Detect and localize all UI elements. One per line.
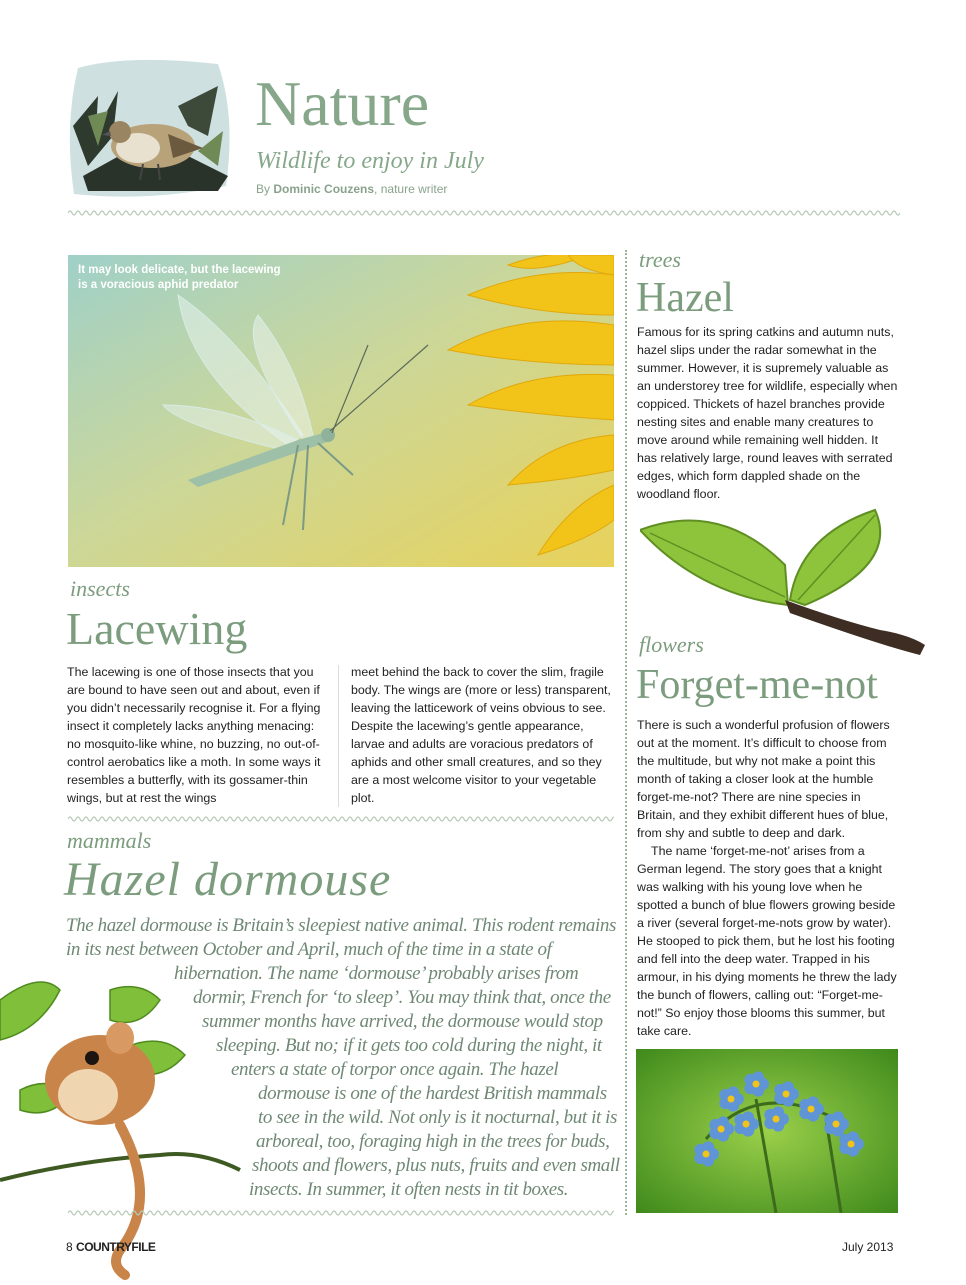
page-title: Nature (255, 68, 430, 139)
author-role: , nature writer (374, 182, 448, 196)
dormouse-text-line: The hazel dormouse is Britain’s sleepiest native animal. This rodent remains (66, 915, 616, 936)
dormouse-text-line: shoots and flowers, plus nuts, fruits and even small (252, 1155, 620, 1176)
forget-category: flowers (639, 632, 704, 657)
footer-left (66, 1240, 155, 1254)
dormouse-category: mammals (67, 828, 152, 853)
column-divider (338, 665, 339, 807)
dormouse-text-line: sleeping. But no; if it gets too cold during the night, it (216, 1035, 602, 1056)
forget-body (637, 716, 899, 1040)
dormouse-heading: Hazel dormouse (64, 853, 392, 906)
hazel-body: Famous for its spring catkins and autumn nuts, hazel slips under the radar somewhat in the summer. However, it is supremely valuable as an understorey tree for wildlife, especially when coppiced. Thickets of hazel branches provide nesting sites and enable many creatures to move around while remaining well hidden. It has relatively large, round leaves with serrated edges, which form dappled shade on the woodland floor. (637, 325, 898, 501)
page-subtitle: Wildlife to enjoy in July (256, 148, 484, 174)
lacewing-photo (68, 255, 614, 567)
lacewing-category: insects (70, 576, 130, 601)
lacewing-body-col2: meet behind the back to cover the slim, fragile body. The wings are (more or less) transparent, leaving the latticework of veins obvious to see. Despite the lacewing’s gentle appearance, larvae and adults are voracious predators of aphids and other small creatures, and so they are a most welcome visitor to your vegetable plot. (351, 665, 611, 805)
byline-prefix: By (256, 182, 271, 196)
forget-me-not-photo (636, 1049, 898, 1213)
section-wave-divider (68, 814, 614, 824)
lacewing-body-col1: The lacewing is one of those insects that you are bound to have seen out and about, even if you didn’t necessarily recognise it. For a flying insect it completely lacks anything menacing: no mosquito-like whine, no buzzing, no out-of-control aerobatics like a moth. In some ways it resembles a butterfly, with its gossamer-thin wings, but at rest the wings (67, 665, 321, 805)
author-name: Dominic Couzens (273, 182, 375, 196)
hazel-category: trees (639, 247, 681, 272)
page-number: 8 (66, 1240, 73, 1254)
caption-line: is a voracious aphid predator (78, 279, 239, 291)
hazel-leaf-icon (640, 510, 880, 605)
branch-icon (785, 600, 925, 655)
dormouse-text-line: hibernation. The name ‘dormouse’ probably arises from (174, 963, 579, 984)
dormouse-text-line: dormir, French for ‘to sleep’. You may think that, once the (193, 987, 611, 1008)
issue-date: July 2013 (842, 1240, 894, 1254)
dormouse-text-line: dormouse is one of the hardest British mammals (258, 1083, 607, 1104)
forget-heading: Forget-me-not (636, 662, 878, 708)
bottom-wave-divider (68, 1208, 614, 1218)
dormouse-text-line: summer months have arrived, the dormouse would stop (202, 1011, 603, 1032)
dormouse-text-line: in its nest between October and April, much of the time in a state of (66, 939, 552, 960)
dormouse-text-line: insects. In summer, it often nests in tit boxes. (249, 1179, 569, 1200)
nature-logo-illustration (68, 56, 233, 198)
forget-para-1: There is such a wonderful profusion of flowers out at the moment. It’s difficult to choose from the multitude, but why not make a point this month of taking a closer look at the humble forget-me-not? There are nine species in Britain, and they exhibit different hues of blue, from shy and subtle to deep and dark. (637, 718, 890, 840)
dormouse-icon (45, 1022, 155, 1275)
lacewing-heading: Lacewing (66, 603, 248, 654)
byline (256, 182, 447, 196)
dormouse-text-line: to see in the wild. Not only is it nocturnal, but it is (258, 1107, 618, 1128)
header-wave-divider (68, 208, 900, 218)
dormouse-text-line: arboreal, too, foraging high in the trees for buds, (256, 1131, 610, 1152)
dormouse-text-line: enters a state of torpor once again. The hazel (231, 1059, 559, 1080)
hazel-heading: Hazel (636, 275, 734, 321)
caption-line: It may look delicate, but the lacewing (78, 264, 281, 276)
column-divider-dotted (625, 250, 627, 1215)
forget-para-2: The name ‘forget-me-not’ arises from a German legend. The story goes that a knight was walking with his young love when he spotted a bunch of blue flowers growing beside a river (several forget-me-nots grow by water). He stooped to pick them, but he lost his footing and fell into the deep water. Trapped in his armour, in his dying moments he threw the lady the bunch of flowers, calling out: “Forget-me-not!” So enjoy those blooms this summer, but take care. (637, 844, 897, 1038)
photo-caption (78, 263, 308, 293)
magazine-name: COUNTRYFILE (76, 1240, 156, 1254)
